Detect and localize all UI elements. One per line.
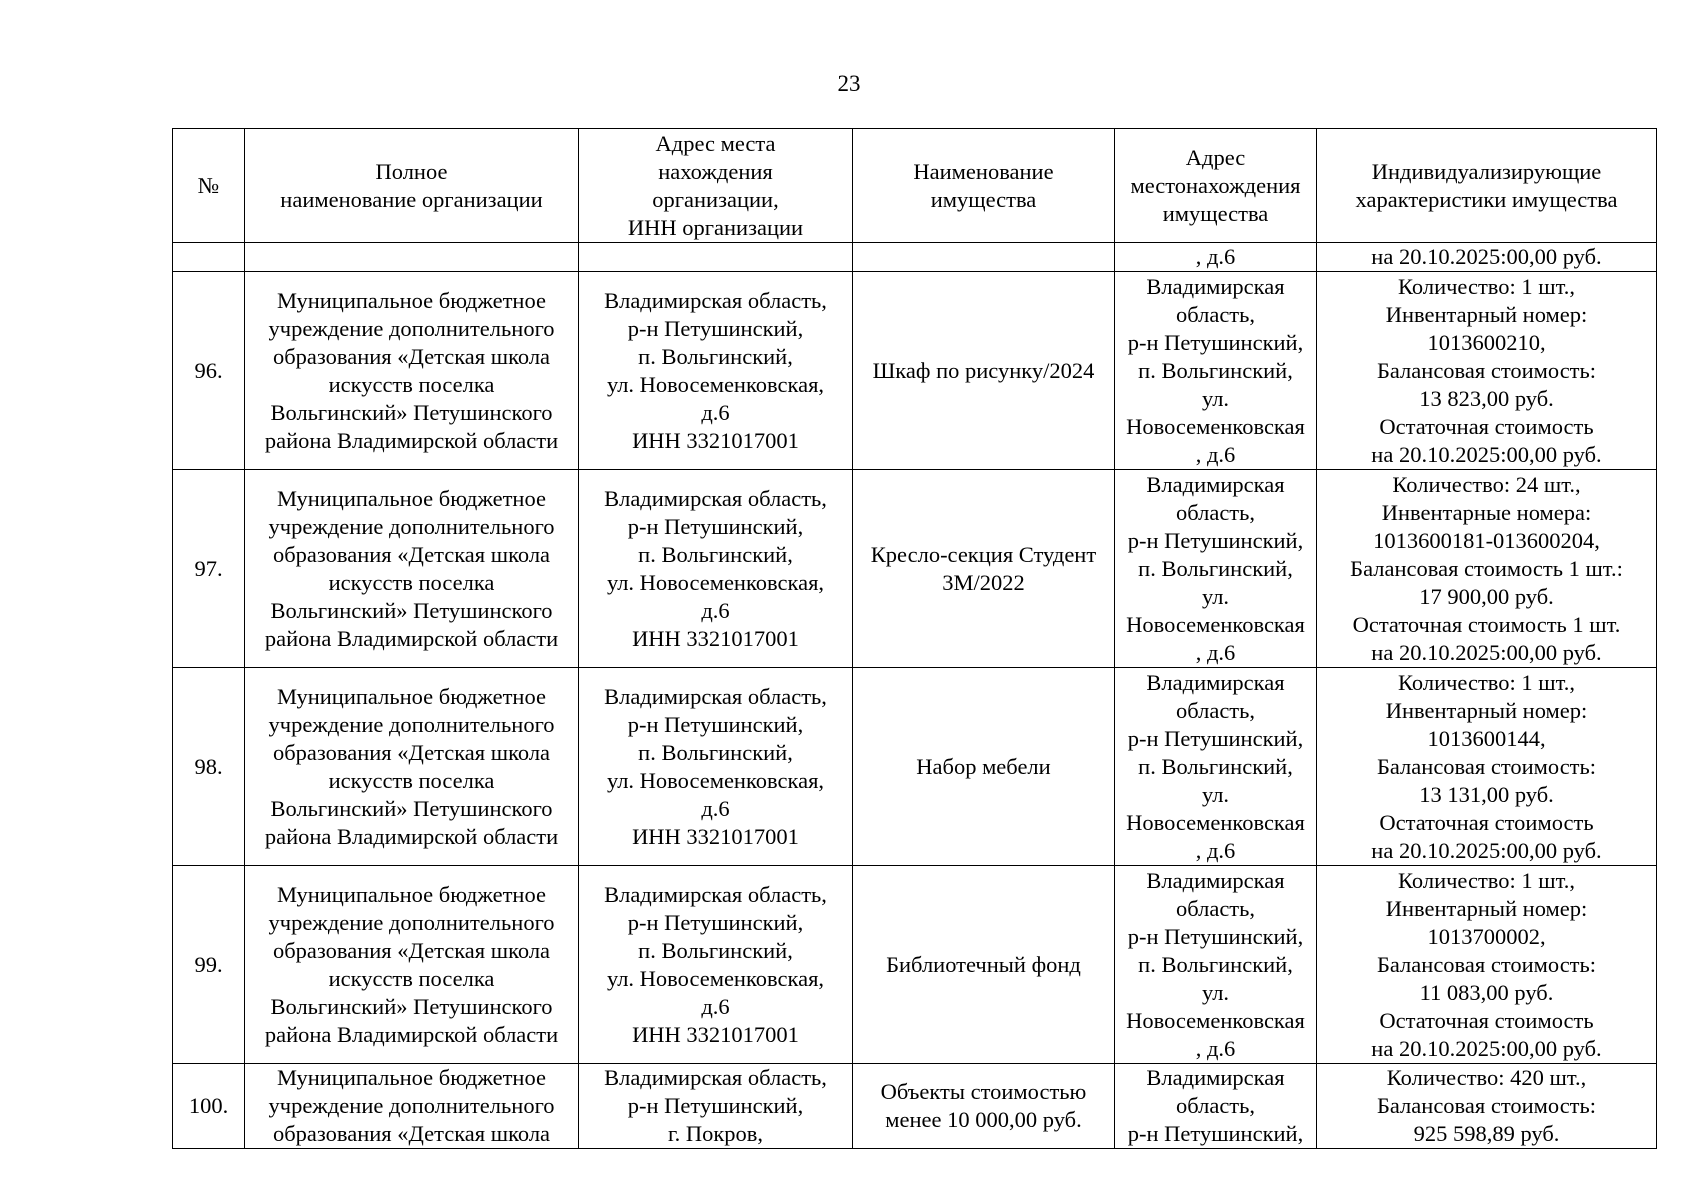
text-line: Владимирская [1146,273,1285,299]
cell-number: 100. [173,1064,245,1149]
text-line: р-н Петушинский, [627,909,804,935]
text-line: , д.6 [1195,837,1236,863]
text-line: область, [1175,697,1256,723]
text-line: Вольгинский» Петушинского [270,993,553,1019]
text-line: учреждение дополнительного [268,513,555,539]
text-line: Владимирская область, [604,683,827,709]
cell-org-address [579,243,853,272]
cell-org-address [579,272,853,470]
text-line: на 20.10.2025:00,00 руб. [1371,1035,1602,1061]
text-line: организации, [652,186,779,212]
text-line: Количество: 420 шт., [1386,1065,1587,1090]
cell-org-address [579,866,853,1064]
text-line: Муниципальное бюджетное [277,287,546,313]
text-line: 925 598,89 руб. [1413,1121,1560,1146]
text-line: р-н Петушинский, [1127,923,1304,949]
text-line: имущества [930,186,1037,212]
text-line: Новосеменковская [1126,413,1305,439]
header-org-address [579,129,853,243]
text-line: Количество: 24 шт., [1392,471,1581,497]
text-line: района Владимирской области [264,1021,559,1047]
cell-number [173,243,245,272]
text-line: п. Вольгинский, [638,937,793,963]
text-line: Остаточная стоимость [1379,1007,1594,1033]
text-line: имущества [1162,200,1269,226]
text-line: 13 131,00 руб. [1419,781,1554,807]
text-line: 1013600144, [1427,725,1546,751]
text-line: область, [1175,1093,1256,1118]
header-number: № [173,129,245,243]
text-line: ул. [1201,583,1230,609]
text-line: г. Покров, [667,1121,764,1146]
text-line: р-н Петушинский, [1127,725,1304,751]
cell-number: 96. [173,272,245,470]
text-line: ул. [1201,781,1230,807]
text-line: Инвентарные номера: [1381,499,1592,525]
text-line: 3М/2022 [942,569,1025,595]
text-line: Владимирская область, [604,1065,827,1090]
table-header-row [173,129,1657,243]
text-line: Муниципальное бюджетное [277,485,546,511]
text-line: 1013700002, [1427,923,1546,949]
text-line: п. Вольгинский, [1138,555,1293,581]
text-line: п. Вольгинский, [1138,753,1293,779]
text-line: искусств поселка [328,767,495,793]
text-line: района Владимирской области [264,427,559,453]
text-line: Новосеменковская [1126,611,1305,637]
text-line: искусств поселка [328,965,495,991]
cell-org-name [245,243,579,272]
text-line: ул. Новосеменковская, [606,767,825,793]
text-line: , д.6 [1195,1035,1236,1061]
cell-asset-name [853,272,1115,470]
text-line: Инвентарный номер: [1385,301,1588,327]
text-line: Муниципальное бюджетное [277,881,546,907]
text-line: р-н Петушинский, [1127,527,1304,553]
text-line: Количество: 1 шт., [1398,867,1575,893]
text-line: Наименование [913,158,1054,184]
text-line: Инвентарный номер: [1385,895,1588,921]
text-line: образования «Детская школа [272,541,551,567]
text-line: Количество: 1 шт., [1398,273,1575,299]
text-line: р-н Петушинский, [627,711,804,737]
text-line: Полное [375,158,448,184]
text-line: учреждение дополнительного [268,315,555,341]
cell-org-name [245,668,579,866]
text-line: ИНН 3321017001 [632,625,799,651]
cell-asset-address [1115,668,1317,866]
text-line: Количество: 1 шт., [1398,669,1575,695]
cell-org-address [579,1064,853,1149]
table-row [173,272,1657,470]
text-line: Владимирская [1146,669,1285,695]
cell-asset-characteristics: на 20.10.2025:00,00 руб. [1317,243,1657,272]
text-line: Адрес места [655,130,776,156]
text-line: ул. [1201,979,1230,1005]
text-line: п. Вольгинский, [638,343,793,369]
text-line: района Владимирской области [264,625,559,651]
text-line: р-н Петушинский, [1127,1121,1304,1146]
text-line: ИНН организации [627,214,804,240]
text-line: Остаточная стоимость 1 шт. [1352,611,1621,637]
text-line: Владимирская область, [604,881,827,907]
text-line: ул. [1201,385,1230,411]
text-line: образования «Детская школа [272,343,551,369]
text-line: ИНН 3321017001 [632,427,799,453]
text-line: п. Вольгинский, [1138,951,1293,977]
text-line: Балансовая стоимость: [1376,753,1597,779]
text-line: 13 823,00 руб. [1419,385,1554,411]
cell-asset-name [853,866,1115,1064]
text-line: учреждение дополнительного [268,711,555,737]
text-line: 1013600181-013600204, [1373,527,1600,553]
text-line: Новосеменковская [1126,1007,1305,1033]
table-row [173,866,1657,1064]
text-line: д.6 [701,993,730,1019]
text-line: 17 900,00 руб. [1419,583,1554,609]
text-line: Балансовая стоимость: [1376,1093,1597,1118]
page-number: 23 [837,71,861,96]
cell-asset-name [853,243,1115,272]
text-line: Вольгинский» Петушинского [270,597,553,623]
text-line: д.6 [701,399,730,425]
text-line: менее 10 000,00 руб. [885,1107,1082,1132]
text-line: д.6 [701,795,730,821]
text-line: Адрес [1185,144,1246,170]
text-line: Балансовая стоимость 1 шт.: [1350,555,1623,581]
text-line: Владимирская [1146,867,1285,893]
text-line: Владимирская [1146,1065,1285,1090]
text-line: , д.6 [1195,441,1236,467]
text-line: 1013600210, [1427,329,1546,355]
text-line: ул. Новосеменковская, [606,569,825,595]
text-line: наименование организации [280,186,543,212]
cell-asset-address: , д.6 [1115,243,1317,272]
text-line: учреждение дополнительного [268,1093,555,1118]
text-line: Владимирская область, [604,287,827,313]
text-line: Владимирская область, [604,485,827,511]
header-org-name [245,129,579,243]
text-line: Балансовая стоимость: [1376,951,1597,977]
text-line: , д.6 [1195,639,1236,665]
cell-org-address [579,470,853,668]
table-row [173,668,1657,866]
cell-org-address [579,668,853,866]
text-line: Индивидуализирующие [1371,158,1602,184]
text-line: Остаточная стоимость [1379,809,1594,835]
cell-org-name [245,866,579,1064]
table-row [173,470,1657,668]
header-asset-address [1115,129,1317,243]
text-line: 11 083,00 руб. [1419,979,1554,1005]
text-line: р-н Петушинский, [627,1093,804,1118]
property-registry-table [172,128,1657,1149]
cell-number: 99. [173,866,245,1064]
text-line: характеристики имущества [1355,186,1618,212]
text-line: ул. Новосеменковская, [606,371,825,397]
text-line: местонахождения [1130,172,1301,198]
text-line: на 20.10.2025:00,00 руб. [1371,837,1602,863]
cell-org-name [245,272,579,470]
text-line: искусств поселка [328,371,495,397]
text-line: область, [1175,895,1256,921]
cell-number: 97. [173,470,245,668]
text-line: область, [1175,301,1256,327]
continuation-row [173,243,1657,272]
cell-asset-characteristics [1317,272,1657,470]
text-line: ИНН 3321017001 [632,1021,799,1047]
text-line: Муниципальное бюджетное [277,1065,546,1090]
cell-org-name [245,470,579,668]
text-line: на 20.10.2025:00,00 руб. [1371,639,1602,665]
cell-asset-name [853,668,1115,866]
text-line: Муниципальное бюджетное [277,683,546,709]
cell-asset-characteristics [1317,668,1657,866]
cell-asset-address [1115,866,1317,1064]
text-line: Кресло-секция Студент [870,541,1097,567]
text-line: искусств поселка [328,569,495,595]
text-line: область, [1175,499,1256,525]
text-line: образования «Детская школа [272,1121,551,1146]
text-line: Новосеменковская [1126,809,1305,835]
header-asset-characteristics [1317,129,1657,243]
table-row [173,1064,1657,1149]
text-line: ИНН 3321017001 [632,823,799,849]
cell-asset-address [1115,1064,1317,1149]
cell-number: 98. [173,668,245,866]
cell-asset-address [1115,470,1317,668]
text-line: Вольгинский» Петушинского [270,399,553,425]
text-line: учреждение дополнительного [268,909,555,935]
text-line: д.6 [701,597,730,623]
text-line: образования «Детская школа [272,937,551,963]
text-line: р-н Петушинский, [1127,329,1304,355]
text-line: п. Вольгинский, [1138,357,1293,383]
cell-asset-name [853,470,1115,668]
cell-asset-address [1115,272,1317,470]
text-line: Библиотечный фонд [886,951,1081,977]
text-line: Вольгинский» Петушинского [270,795,553,821]
text-line: р-н Петушинский, [627,315,804,341]
text-line: ул. Новосеменковская, [606,965,825,991]
cell-asset-characteristics [1317,470,1657,668]
text-line: нахождения [658,158,773,184]
header-asset-name [853,129,1115,243]
text-line: Шкаф по рисунку/2024 [872,357,1095,383]
text-line: Набор мебели [916,753,1051,779]
text-line: образования «Детская школа [272,739,551,765]
cell-org-name [245,1064,579,1149]
text-line: Объекты стоимостью [880,1079,1087,1104]
text-line: Балансовая стоимость: [1376,357,1597,383]
cell-asset-characteristics [1317,1064,1657,1149]
text-line: Владимирская [1146,471,1285,497]
cell-asset-name [853,1064,1115,1149]
text-line: Инвентарный номер: [1385,697,1588,723]
cell-asset-characteristics [1317,866,1657,1064]
text-line: р-н Петушинский, [627,513,804,539]
text-line: п. Вольгинский, [638,739,793,765]
text-line: п. Вольгинский, [638,541,793,567]
text-line: на 20.10.2025:00,00 руб. [1371,441,1602,467]
text-line: Остаточная стоимость [1379,413,1594,439]
text-line: района Владимирской области [264,823,559,849]
